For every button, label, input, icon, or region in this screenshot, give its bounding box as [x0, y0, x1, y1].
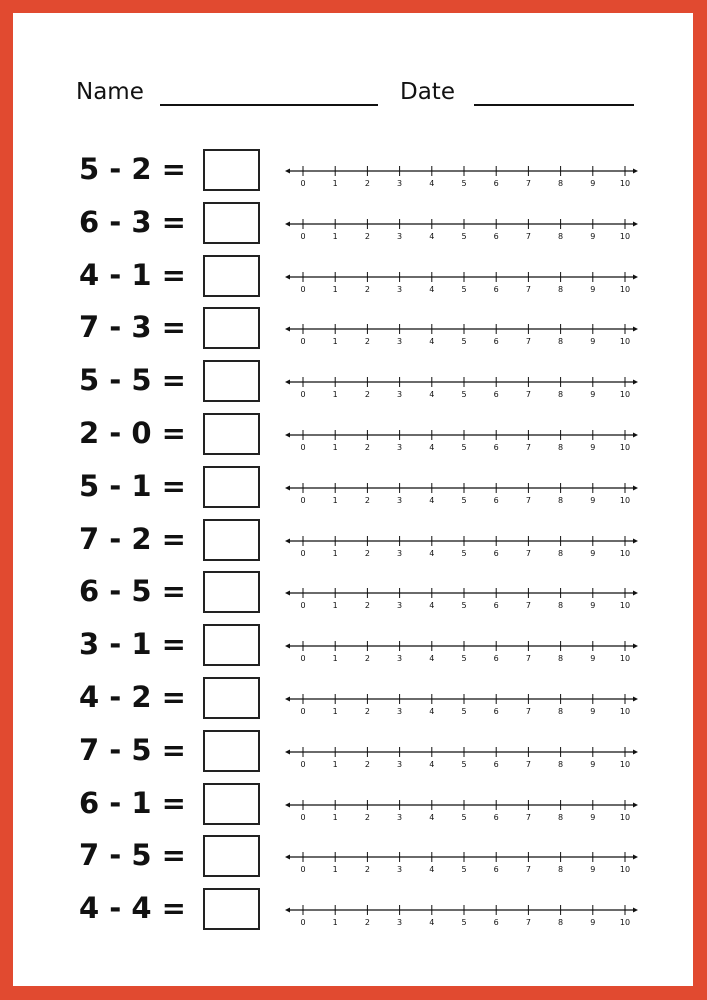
number-line-label: 8 — [558, 443, 564, 452]
answer-box[interactable] — [203, 571, 260, 613]
arrow-right-icon — [633, 485, 638, 490]
number-line-label: 1 — [332, 284, 338, 294]
number-line-label: 10 — [619, 390, 631, 400]
number-line-label: 1 — [332, 179, 338, 188]
number-line-label: 2 — [364, 759, 370, 769]
problem-expression: 4 - 4 = — [79, 891, 186, 926]
number-line-label: 6 — [493, 337, 499, 347]
problem-row — [13, 413, 693, 465]
number-line-label: 4 — [429, 812, 435, 822]
number-line-label: 8 — [558, 548, 564, 558]
number-line-label: 0 — [300, 495, 306, 505]
number-line-label: 6 — [493, 654, 499, 664]
number-line-label: 3 — [397, 601, 403, 611]
number-line-label: 8 — [558, 390, 564, 400]
problem-row — [13, 624, 693, 676]
number-line-label: 5 — [461, 337, 467, 347]
number-line-label: 7 — [525, 865, 531, 875]
number-line-label: 7 — [525, 390, 531, 400]
problem-expression: 4 - 2 = — [79, 680, 186, 714]
number-line-label: 7 — [525, 601, 531, 611]
number-line-label: 1 — [332, 495, 338, 505]
number-line-label: 2 — [364, 179, 370, 188]
arrow-left-icon — [285, 538, 290, 543]
problem-row — [13, 202, 693, 254]
number-line-label: 2 — [364, 601, 370, 611]
arrow-left-icon — [285, 591, 290, 596]
arrow-right-icon — [633, 538, 638, 543]
number-line-label: 8 — [558, 495, 564, 505]
number-line-label: 8 — [558, 759, 564, 769]
number-line-label: 3 — [397, 231, 403, 241]
number-line-label: 8 — [558, 654, 564, 664]
number-line-label: 3 — [397, 654, 403, 664]
number-line-label: 3 — [397, 390, 403, 400]
number-line-label: 10 — [619, 654, 631, 664]
number-line — [283, 255, 643, 301]
problem-expression: 5 - 1 = — [79, 468, 186, 503]
number-line-label: 9 — [590, 865, 596, 875]
number-line-label: 1 — [332, 812, 338, 822]
problem-row — [13, 466, 693, 518]
number-line-label: 6 — [493, 548, 499, 558]
number-line-label: 6 — [493, 495, 499, 505]
arrow-left-icon — [285, 644, 290, 649]
number-line-label: 8 — [558, 231, 564, 241]
number-line — [283, 466, 643, 512]
number-line-label: 2 — [364, 865, 370, 875]
problem-row — [13, 255, 693, 307]
number-line-label: 3 — [397, 918, 403, 928]
number-line-label: 6 — [493, 865, 499, 875]
number-line-label: 6 — [493, 443, 499, 452]
number-line — [283, 730, 643, 776]
number-line-label: 0 — [300, 601, 306, 611]
number-line-label: 7 — [525, 707, 531, 716]
number-line-label: 2 — [364, 707, 370, 716]
number-line-label: 1 — [332, 654, 338, 664]
worksheet-page — [13, 13, 693, 986]
number-line-label: 6 — [493, 918, 499, 928]
answer-box[interactable] — [203, 413, 260, 455]
number-line-label: 0 — [300, 179, 306, 188]
number-line-label: 1 — [332, 548, 338, 558]
number-line-label: 9 — [590, 812, 596, 822]
number-line-label: 7 — [525, 284, 531, 294]
number-line-label: 4 — [429, 443, 435, 452]
number-line-label: 4 — [429, 231, 435, 241]
number-line-label: 5 — [461, 231, 467, 241]
number-line-label: 5 — [461, 812, 467, 822]
arrow-left-icon — [285, 380, 290, 385]
number-line-label: 1 — [332, 231, 338, 241]
number-line-label: 6 — [493, 601, 499, 611]
answer-box[interactable] — [203, 783, 260, 825]
number-line-label: 0 — [300, 548, 306, 558]
number-line-label: 5 — [461, 759, 467, 769]
arrow-left-icon — [285, 221, 290, 226]
answer-box[interactable] — [203, 149, 260, 191]
number-line-label: 8 — [558, 284, 564, 294]
number-line-label: 5 — [461, 443, 467, 452]
number-line-label: 7 — [525, 179, 531, 188]
answer-box[interactable] — [203, 202, 260, 244]
number-line-label: 10 — [619, 918, 631, 928]
number-line-label: 6 — [493, 812, 499, 822]
problem-expression: 5 - 2 = — [79, 152, 186, 186]
number-line-label: 10 — [619, 284, 631, 294]
number-line-label: 5 — [461, 495, 467, 505]
number-line-label: 5 — [461, 548, 467, 558]
number-line-label: 0 — [300, 865, 306, 875]
number-line-label: 9 — [590, 284, 596, 294]
number-line-label: 9 — [590, 759, 596, 769]
number-line-label: 7 — [525, 918, 531, 928]
number-line-label: 10 — [619, 865, 631, 875]
number-line-label: 6 — [493, 179, 499, 188]
number-line-label: 5 — [461, 179, 467, 188]
arrow-left-icon — [285, 327, 290, 332]
number-line-label: 1 — [332, 337, 338, 347]
number-line-label: 2 — [364, 284, 370, 294]
number-line-label: 7 — [525, 759, 531, 769]
number-line-label: 2 — [364, 654, 370, 664]
number-line-label: 3 — [397, 707, 403, 716]
header — [13, 77, 693, 111]
arrow-left-icon — [285, 802, 290, 807]
number-line-label: 0 — [300, 707, 306, 716]
problem-row — [13, 783, 693, 835]
number-line-label: 2 — [364, 918, 370, 928]
problem-expression: 2 - 0 = — [79, 416, 186, 450]
number-line-label: 8 — [558, 601, 564, 611]
arrow-right-icon — [633, 644, 638, 649]
number-line-label: 2 — [364, 443, 370, 452]
number-line-label: 5 — [461, 284, 467, 294]
number-line-label: 2 — [364, 548, 370, 558]
arrow-right-icon — [633, 802, 638, 807]
number-line-label: 10 — [619, 231, 631, 241]
arrow-right-icon — [633, 380, 638, 385]
number-line-label: 4 — [429, 548, 435, 558]
number-line-label: 4 — [429, 390, 435, 400]
number-line-label: 5 — [461, 918, 467, 928]
number-line-label: 0 — [300, 337, 306, 347]
problem-expression: 6 - 3 = — [79, 204, 186, 239]
arrow-right-icon — [633, 908, 638, 913]
problem-expression: 5 - 5 = — [79, 363, 186, 398]
number-line-label: 0 — [300, 390, 306, 400]
answer-box[interactable] — [203, 730, 260, 772]
number-line-label: 5 — [461, 865, 467, 875]
arrow-right-icon — [633, 221, 638, 226]
number-line — [283, 888, 643, 934]
number-line — [283, 149, 643, 195]
number-line-label: 8 — [558, 179, 564, 188]
problem-expression: 6 - 1 = — [79, 785, 186, 820]
number-line-label: 0 — [300, 812, 306, 822]
number-line-label: 1 — [332, 390, 338, 400]
number-line-label: 2 — [364, 495, 370, 505]
number-line-label: 8 — [558, 707, 564, 716]
number-line — [283, 783, 643, 829]
number-line-label: 1 — [332, 918, 338, 928]
problem-row — [13, 360, 693, 412]
number-line-label: 9 — [590, 337, 596, 347]
arrow-right-icon — [633, 697, 638, 702]
number-line-label: 10 — [619, 601, 631, 611]
number-line-label: 8 — [558, 812, 564, 822]
number-line-label: 10 — [619, 443, 631, 452]
number-line — [283, 519, 643, 565]
answer-box[interactable] — [203, 360, 260, 402]
arrow-right-icon — [633, 169, 638, 174]
arrow-left-icon — [285, 274, 290, 279]
number-line-label: 9 — [590, 495, 596, 505]
number-line-label: 7 — [525, 495, 531, 505]
date-label: Date — [400, 79, 455, 105]
number-line-label: 3 — [397, 284, 403, 294]
problem-row — [13, 677, 693, 729]
answer-box[interactable] — [203, 624, 260, 666]
number-line — [283, 413, 643, 459]
number-line-label: 2 — [364, 390, 370, 400]
number-line-label: 3 — [397, 812, 403, 822]
date-line[interactable] — [474, 104, 634, 106]
number-line-label: 3 — [397, 865, 403, 875]
problem-expression: 6 - 5 = — [79, 574, 186, 609]
number-line-label: 9 — [590, 707, 596, 716]
number-line-label: 0 — [300, 759, 306, 769]
number-line-label: 9 — [590, 548, 596, 558]
number-line-label: 4 — [429, 918, 435, 928]
arrow-left-icon — [285, 485, 290, 490]
number-line-label: 9 — [590, 601, 596, 611]
arrow-right-icon — [633, 433, 638, 438]
number-line-label: 9 — [590, 654, 596, 664]
number-line-label: 3 — [397, 443, 403, 452]
number-line-label: 6 — [493, 707, 499, 716]
number-line-label: 4 — [429, 654, 435, 664]
problem-expression: 7 - 5 = — [79, 838, 186, 873]
number-line-label: 9 — [590, 179, 596, 188]
problem-row — [13, 519, 693, 571]
number-line-label: 10 — [619, 495, 631, 505]
number-line-label: 10 — [619, 337, 631, 347]
problem-row — [13, 835, 693, 887]
number-line-label: 2 — [364, 231, 370, 241]
arrow-right-icon — [633, 591, 638, 596]
number-line-label: 1 — [332, 601, 338, 611]
arrow-right-icon — [633, 855, 638, 860]
number-line-label: 3 — [397, 548, 403, 558]
watermark: Adobe Stock | #181901 1649 — [13, 713, 28, 905]
number-line-label: 6 — [493, 759, 499, 769]
number-line-label: 0 — [300, 654, 306, 664]
problem-expression: 7 - 2 = — [79, 521, 186, 556]
number-line-label: 0 — [300, 918, 306, 928]
number-line-label: 1 — [332, 759, 338, 769]
number-line-label: 7 — [525, 337, 531, 347]
number-line-label: 10 — [619, 707, 631, 716]
number-line-label: 9 — [590, 443, 596, 452]
answer-box[interactable] — [203, 255, 260, 297]
answer-box[interactable] — [203, 835, 260, 877]
number-line-label: 5 — [461, 390, 467, 400]
number-line-label: 10 — [619, 548, 631, 558]
problem-expression: 3 - 1 = — [79, 627, 186, 662]
number-line-label: 0 — [300, 231, 306, 241]
number-line — [283, 202, 643, 248]
number-line-label: 3 — [397, 179, 403, 188]
number-line-label: 7 — [525, 231, 531, 241]
problem-row — [13, 571, 693, 623]
number-line-label: 5 — [461, 707, 467, 716]
arrow-left-icon — [285, 855, 290, 860]
number-line-label: 4 — [429, 284, 435, 294]
number-line-label: 4 — [429, 759, 435, 769]
number-line — [283, 624, 643, 670]
arrow-left-icon — [285, 908, 290, 913]
number-line-label: 6 — [493, 284, 499, 294]
number-line — [283, 835, 643, 881]
problem-expression: 7 - 5 = — [79, 732, 186, 767]
number-line-label: 1 — [332, 443, 338, 452]
problem-row — [13, 307, 693, 359]
arrow-left-icon — [285, 433, 290, 438]
number-line — [283, 307, 643, 353]
number-line-label: 8 — [558, 918, 564, 928]
number-line-label: 7 — [525, 654, 531, 664]
problem-expression: 7 - 3 = — [79, 310, 186, 345]
number-line-label: 0 — [300, 443, 306, 452]
number-line-label: 4 — [429, 865, 435, 875]
number-line-label: 9 — [590, 390, 596, 400]
number-line-label: 10 — [619, 179, 631, 188]
problem-row — [13, 730, 693, 782]
number-line — [283, 677, 643, 723]
name-label: Name — [76, 79, 144, 105]
number-line — [283, 571, 643, 617]
number-line-label: 4 — [429, 179, 435, 188]
problem-row — [13, 149, 693, 201]
number-line-label: 4 — [429, 495, 435, 505]
number-line-label: 1 — [332, 865, 338, 875]
number-line-label: 1 — [332, 707, 338, 716]
answer-box[interactable] — [203, 888, 260, 930]
number-line-label: 4 — [429, 707, 435, 716]
number-line-label: 6 — [493, 390, 499, 400]
number-line-label: 3 — [397, 495, 403, 505]
number-line-label: 3 — [397, 759, 403, 769]
number-line-label: 8 — [558, 337, 564, 347]
arrow-right-icon — [633, 749, 638, 754]
number-line-label: 0 — [300, 284, 306, 294]
number-line-label: 2 — [364, 812, 370, 822]
answer-box[interactable] — [203, 307, 260, 349]
answer-box[interactable] — [203, 677, 260, 719]
number-line-label: 9 — [590, 231, 596, 241]
number-line-label: 3 — [397, 337, 403, 347]
name-line[interactable] — [160, 104, 378, 106]
number-line-label: 6 — [493, 231, 499, 241]
number-line-label: 7 — [525, 812, 531, 822]
number-line-label: 5 — [461, 601, 467, 611]
arrow-left-icon — [285, 169, 290, 174]
number-line-label: 4 — [429, 337, 435, 347]
number-line — [283, 360, 643, 406]
problem-expression: 4 - 1 = — [79, 257, 186, 292]
number-line-label: 9 — [590, 918, 596, 928]
number-line-label: 5 — [461, 654, 467, 664]
number-line-label: 2 — [364, 337, 370, 347]
answer-box[interactable] — [203, 519, 260, 561]
arrow-left-icon — [285, 749, 290, 754]
number-line-label: 8 — [558, 865, 564, 875]
arrow-left-icon — [285, 697, 290, 702]
number-line-label: 4 — [429, 601, 435, 611]
number-line-label: 10 — [619, 812, 631, 822]
number-line-label: 7 — [525, 443, 531, 452]
answer-box[interactable] — [203, 466, 260, 508]
arrow-right-icon — [633, 327, 638, 332]
arrow-right-icon — [633, 274, 638, 279]
number-line-label: 7 — [525, 548, 531, 558]
problem-row — [13, 888, 693, 940]
number-line-label: 10 — [619, 759, 631, 769]
